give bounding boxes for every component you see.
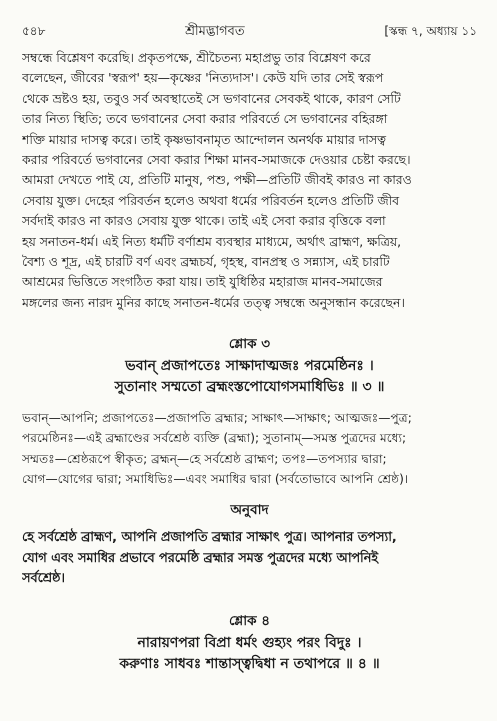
synonym-line: যোগ—যোগের দ্বারা; সমাধিভিঃ—এবং সমাধির দ্বারা (সর্বতোভাবে আপনি শ্রেষ্ঠ)। [22,471,409,486]
purport-line: তার নিত্য স্থিতি; তবে ভগবানের সেবা করার পরিবর্তে সে ভগবানের বহিরঙ্গা [22,111,388,127]
purport-line: মঙ্গলের জন্য নারদ মুনির কাছে সনাতন-ধর্মের তত্ত্ব সম্বন্ধে অনুসন্ধান করেছেন। [22,294,405,310]
verse-4-heading: শ্লোক ৪ [228,612,271,629]
purport-line: থেকে ভ্রষ্টও হয়, তবুও সর্ব অবস্থাতেই সে ভগবানের সেবকই থাকে, কারণ সেটি [22,90,401,106]
purport-line: শক্তি মায়ার দাসত্ব করে। তাই কৃষ্ণভাবনামৃত আন্দোলন অনর্থক মায়ার দাসত্ব [22,131,386,147]
verse-3-line: সুতানাং সম্মতো ব্রহ্মংস্তপোযোগসমাধিভিঃ ॥ ৩ ॥ [114,379,385,396]
purport-line: সেবায় যুক্ত। দেহের পরিবর্তন হলেও অথবা ধর্মের পরিবর্তন হলেও প্রতিটি জীব [22,192,400,208]
synonym-line: সম্মতঃ—শ্রেষ্ঠরূপে স্বীকৃত; ব্রহ্মন্—হে সর্বশ্রেষ্ঠ ব্রাহ্মণ; তপঃ—তপস্যার দ্বারা; [22,451,387,466]
translation-heading: অনুবাদ [230,502,269,519]
verse-3-heading: শ্লোক ৩ [228,336,271,353]
purport-line: সর্বদাই কারও না কারও সেবায় যুক্ত থাকে। তাই এই সেবা করার বৃত্তিকে বলা [22,213,386,229]
synonym-line: ভবান্—আপনি; প্রজাপতেঃ—প্রজাপতি ব্রহ্মার; সাক্ষাৎ—সাক্ষাৎ; আত্মজঃ—পুত্র; [22,411,412,426]
synonym-line: পরমেষ্ঠিনঃ—এই ব্রহ্মাণ্ডের সর্বশ্রেষ্ঠ ব্যক্তি (ব্রহ্মা); সুতানাম্—সমস্ত পুত্রদের মধ্যে; [22,431,407,446]
purport-line: হয় সনাতন-ধর্ম। এই নিত্য ধর্মটি বর্ণাশ্রম ব্যবস্থার মাধ্যমে, অর্থাৎ ব্রাহ্মণ, ক্ষত্রিয়, [22,233,402,249]
verse-3-line: ভবান্ প্রজাপতেঃ সাক্ষাদাত্মজঃ পরমেষ্ঠিনঃ । [125,358,374,375]
verse-4-line: নারায়ণপরা বিপ্রা ধর্মং গুহ্যং পরং বিদুঃ । [137,634,362,651]
purport-paragraph [22,48,477,313]
translation-line: সর্বশ্রেষ্ঠ। [22,571,65,587]
purport-line: আমরা দেখতে পাই যে, প্রতিটি মানুষ, পশু, পক্ষী—প্রতিটি জীবই কারও না কারও [22,172,412,188]
translation-line: যোগ এবং সমাধির প্রভাবে পরমেষ্ঠি ব্রহ্মার সমস্ত পুত্রদের মধ্যে আপনিই [22,550,379,566]
section-label: [স্কন্ধ ৭, অধ্যায় ১১ [384,24,477,38]
translation-block [22,528,477,590]
verse-4-line: করুণাঃ সাধবঃ শান্তাস্ত্বদ্বিধা ন তথাপরে ॥ ৪ ॥ [119,655,380,672]
page-number: ৫৪৮ [22,24,46,38]
purport-line: বৈশ্য ও শূদ্র, এই চারটি বর্ণ এবং ব্রহ্মচর্য, গৃহস্থ, বানপ্রস্থ ও সন্ন্যাস, এই চারটি [22,254,390,270]
book-title: শ্রীমদ্ভাগবত [185,24,245,39]
synonyms-block [22,408,477,489]
purport-line: আশ্রমের ভিত্তিতে সংগঠিত করা যায়। তাই যুধিষ্ঠির মহারাজ মানব-সমাজের [22,274,383,290]
purport-line: সম্বন্ধে বিশ্লেষণ করেছি। প্রকৃতপক্ষে, শ্রীচৈতন্য মহাপ্রভু তার বিশ্লেষণ করে [22,50,371,65]
purport-line: বলেছেন, জীবের 'স্বরূপ' হয়—কৃষ্ণের 'নিত্যদাস'। কেউ যদি তার সেই স্বরূপ [22,70,384,86]
translation-line: হে সর্বশ্রেষ্ঠ ব্রাহ্মণ, আপনি প্রজাপতি ব্রহ্মার সাক্ষাৎ পুত্র। আপনার তপস্যা, [22,530,397,546]
purport-line: করার পরিবর্তে ভগবানের সেবা করার শিক্ষা মানব-সমাজকে দেওয়ার চেষ্টা করছে। [22,152,411,168]
running-header [22,22,477,40]
